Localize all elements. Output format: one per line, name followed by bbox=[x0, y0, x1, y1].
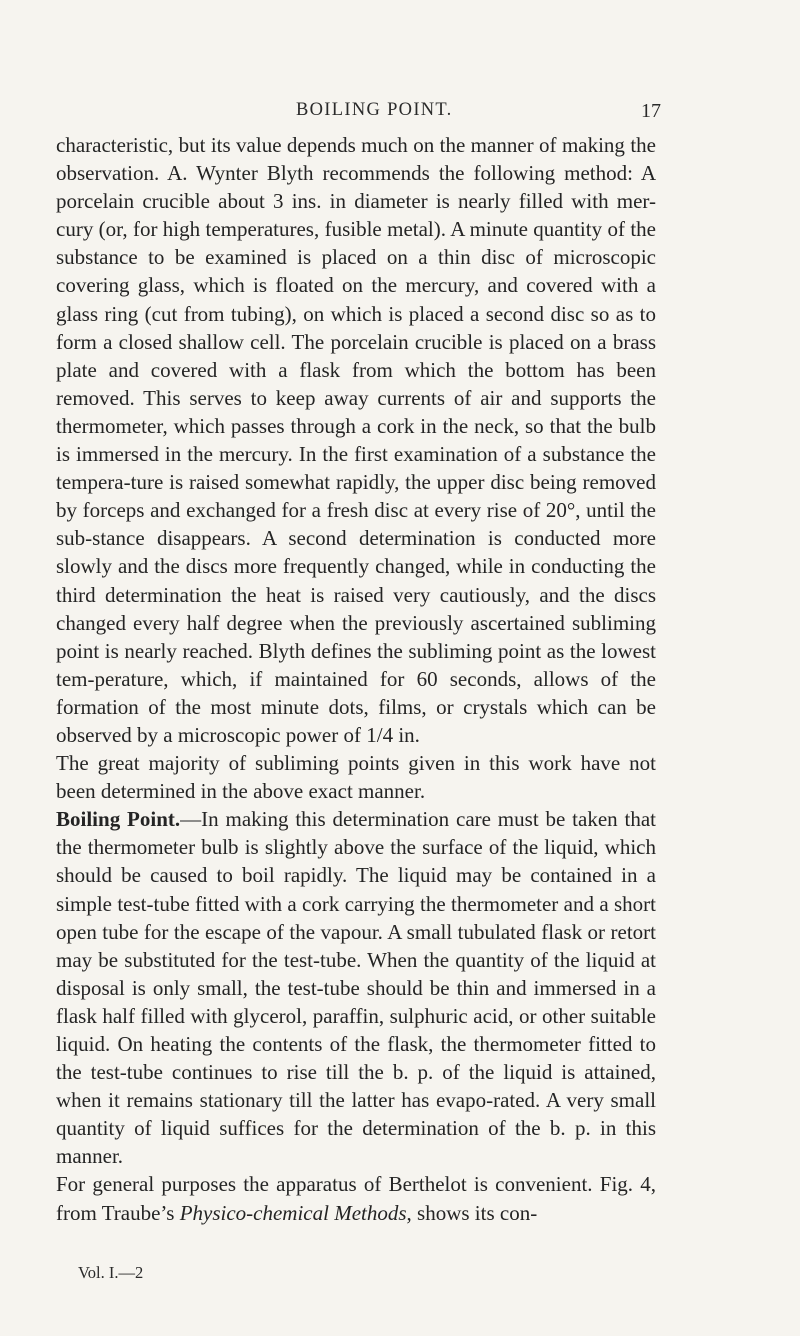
paragraph-boiling-point-text: —In making this determination care must be taken that the thermometer bulb is slightly above the surface of the liquid, which should be caused to boil rapidly. The liquid may be contained in a simple test-tube fitted with a cork carrying the thermometer and a short open tube for the escape of the vapour. A small tubulated flask or retort may be substituted for the test-tube. When the quantity of the liquid at disposal is only small, the test-tube should be thin and immersed in a flask half filled with glycerol, paraffin, sulphuric acid, or other suitable liquid. On heating the contents of the flask, the thermometer fitted to the test-tube continues to rise till the b. p. of the liquid is attained, when it remains stationary till the latter has evapo-rated. A very small quantity of liquid suffices for the determination of the b. p. in this manner. bbox=[56, 807, 656, 1169]
signature-mark: Vol. I.—2 bbox=[78, 1263, 144, 1282]
running-head bbox=[0, 100, 800, 130]
paragraph-berthelot bbox=[56, 1170, 656, 1226]
body-text bbox=[56, 131, 656, 1227]
book-title-reference: Physico-chemical Methods bbox=[179, 1200, 407, 1225]
paragraph-berthelot-start: For general purposes the apparatus of Berthelot is convenient. Fig. 4, from Traube’s bbox=[56, 1172, 656, 1225]
paragraph-subliming-method: characteristic, but its value depends much on the manner of making the observation. A. Wynter Blyth recommends the following method: A porcelain crucible about 3 ins. in diameter is nearly filled with mer-cury (or, for high temperatures, fusible metal). A minute quantity of the substance to be examined is placed on a thin disc of microscopic covering glass, which is floated on the mercury, and covered with a glass ring (cut from tubing), on which is placed a second disc so as to form a closed shallow cell. The porcelain crucible is placed on a brass plate and covered with a flask from which the bottom has been removed. This serves to keep away currents of air and supports the thermometer, which passes through a cork in the neck, so that the bulb is immersed in the mercury. In the first examination of a substance the tempera-ture is raised somewhat rapidly, the upper disc being removed by forceps and exchanged for a fresh disc at every rise of 20°, until the sub-stance disappears. A second determination is conducted more slowly and the discs more frequently changed, while in conducting the third determination the heat is raised very cautiously, and the discs changed every half degree when the previously ascertained subliming point is nearly reached. Blyth defines the subliming point as the lowest tem-perature, which, if maintained for 60 seconds, allows of the formation of the most minute dots, films, or crystals which can be observed by a microscopic power of 1/4 in. bbox=[56, 133, 656, 747]
paragraph-subliming-note: The great majority of subliming points given in this work have not been determined in the above exact manner. bbox=[56, 751, 656, 804]
paragraph-berthelot-end: , shows its con- bbox=[406, 1200, 538, 1225]
section-heading-boiling-point: Boiling Point. bbox=[56, 807, 181, 832]
running-title: BOILING POINT. bbox=[296, 100, 453, 120]
page-number: 17 bbox=[641, 100, 661, 122]
paragraph-boiling-point bbox=[56, 805, 656, 1170]
